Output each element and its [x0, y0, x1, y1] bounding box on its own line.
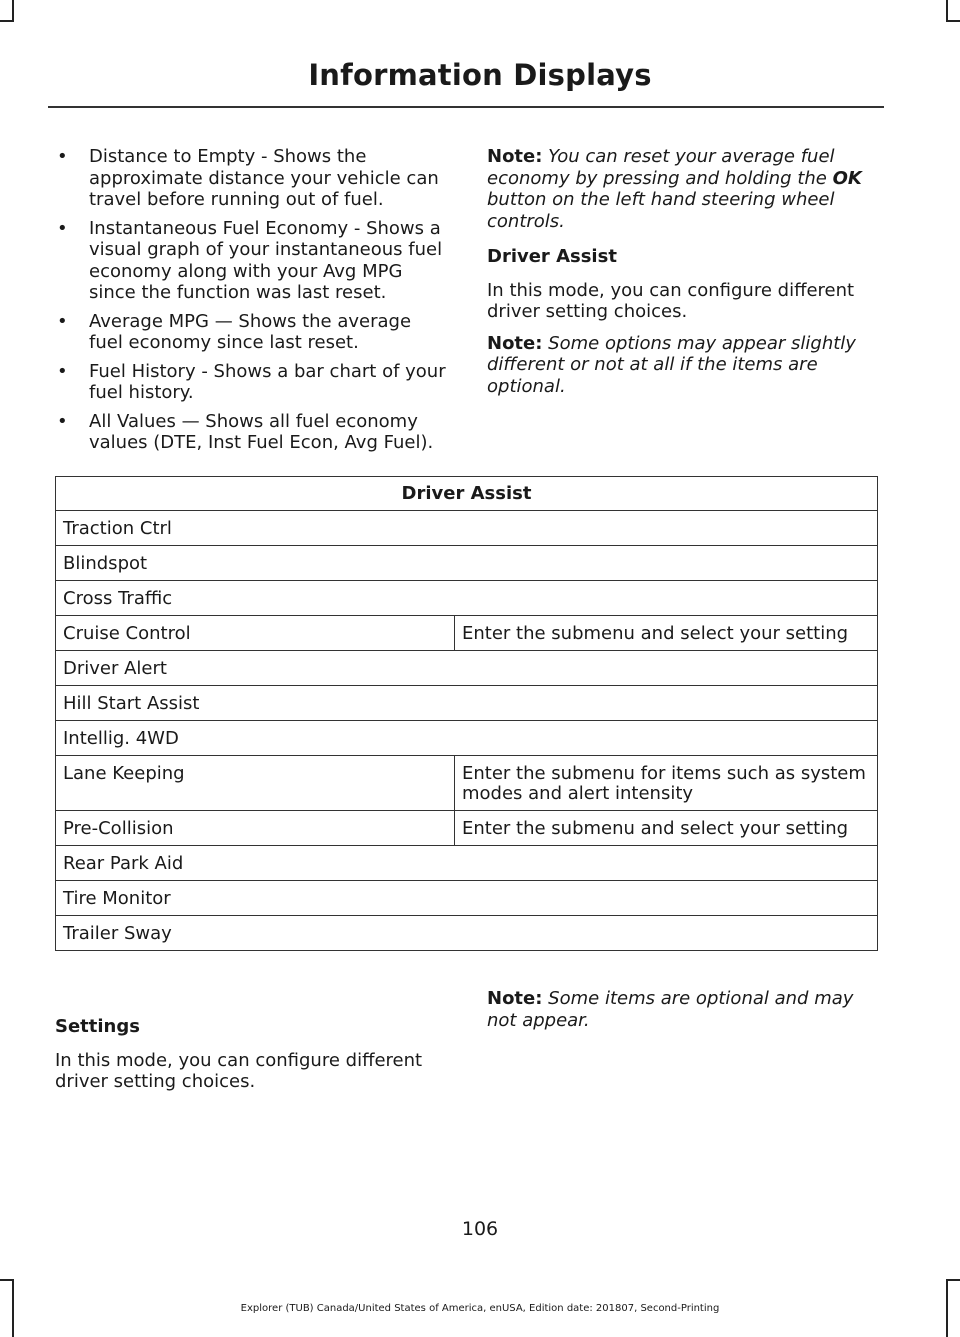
list-item: • Distance to Empty - Shows the approximate distance your vehicle can travel before running out of fuel. [57, 146, 439, 210]
table-cell-item: Cruise Control [56, 616, 455, 651]
table-row [56, 511, 878, 546]
table-cell-item: Lane Keeping [56, 756, 455, 811]
table-row [56, 721, 878, 756]
table-cell-description: Enter the submenu and select your setting [455, 811, 878, 846]
crop-mark [0, 1279, 14, 1281]
crop-mark [946, 0, 948, 20]
bullet-icon: • [57, 217, 68, 239]
driver-assist-table [55, 476, 878, 951]
table-header-row [56, 477, 878, 511]
driver-assist-paragraph: In this mode, you can configure different driver setting choices. [487, 279, 855, 322]
table-cell-item: Intellig. 4WD [56, 721, 878, 756]
table-cell-item: Driver Alert [56, 651, 878, 686]
bullet-icon: • [57, 410, 68, 432]
reset-note: Note: You can reset your average fuel economy by pressing and holding the OK button on the left hand steering wheel controls. [487, 146, 862, 232]
table-row [56, 916, 878, 951]
driver-assist-heading: Driver Assist [487, 246, 617, 267]
settings-paragraph: In this mode, you can configure different driver setting choices. [55, 1049, 423, 1092]
options-note: Note: Some options may appear slightly different or not at all if the items are optional. [487, 332, 856, 397]
table-cell-item: Traction Ctrl [56, 511, 878, 546]
list-item: • Average MPG — Shows the average fuel economy since last reset. [57, 310, 412, 353]
table-cell-description: Enter the submenu for items such as system modes and alert intensity [455, 756, 878, 811]
table-cell-item: Blindspot [56, 546, 878, 581]
table-cell-description: Enter the submenu and select your setting [455, 616, 878, 651]
list-item: • All Values — Shows all fuel economy values (DTE, Inst Fuel Econ, Avg Fuel). [57, 410, 434, 453]
table-row [56, 881, 878, 916]
settings-section [55, 1002, 447, 1103]
table-row [56, 846, 878, 881]
table-row [56, 581, 878, 616]
table-cell-item: Hill Start Assist [56, 686, 878, 721]
table-cell-item: Cross Traffic [56, 581, 878, 616]
crop-mark [946, 20, 960, 22]
table-row [56, 756, 878, 811]
table-row [56, 686, 878, 721]
bullet-icon: • [57, 360, 68, 382]
table-header: Driver Assist [56, 477, 878, 511]
crop-mark [946, 1279, 960, 1281]
left-column [55, 146, 447, 461]
fuel-bullet-list [55, 146, 447, 454]
page-number: 106 [461, 1218, 499, 1240]
crop-mark [0, 20, 14, 22]
table-row [56, 651, 878, 686]
page-title: Information Displays [308, 58, 652, 92]
table-cell-item: Pre-Collision [56, 811, 455, 846]
table-row [56, 616, 878, 651]
settings-heading: Settings [55, 1016, 140, 1037]
right-column [487, 146, 877, 407]
header-divider [48, 106, 884, 108]
crop-mark [12, 0, 14, 20]
edition-footer: Explorer (TUB) Canada/United States of America, enUSA, Edition date: 201807, Second-Printing [240, 1303, 720, 1314]
settings-note-section [487, 988, 877, 1041]
list-item: • Fuel History - Shows a bar chart of your fuel history. [57, 360, 446, 403]
bullet-icon: • [57, 310, 68, 332]
table-cell-item: Rear Park Aid [56, 846, 878, 881]
table-row [56, 811, 878, 846]
table-row [56, 546, 878, 581]
bullet-icon: • [57, 146, 68, 167]
table-cell-item: Trailer Sway [56, 916, 878, 951]
list-item: • Instantaneous Fuel Economy - Shows a visual graph of your instantaneous fuel economy along with your Avg MPG since the function was last reset. [57, 217, 443, 303]
settings-note: Note: Some items are optional and may not appear. [487, 988, 854, 1031]
table-cell-item: Tire Monitor [56, 881, 878, 916]
